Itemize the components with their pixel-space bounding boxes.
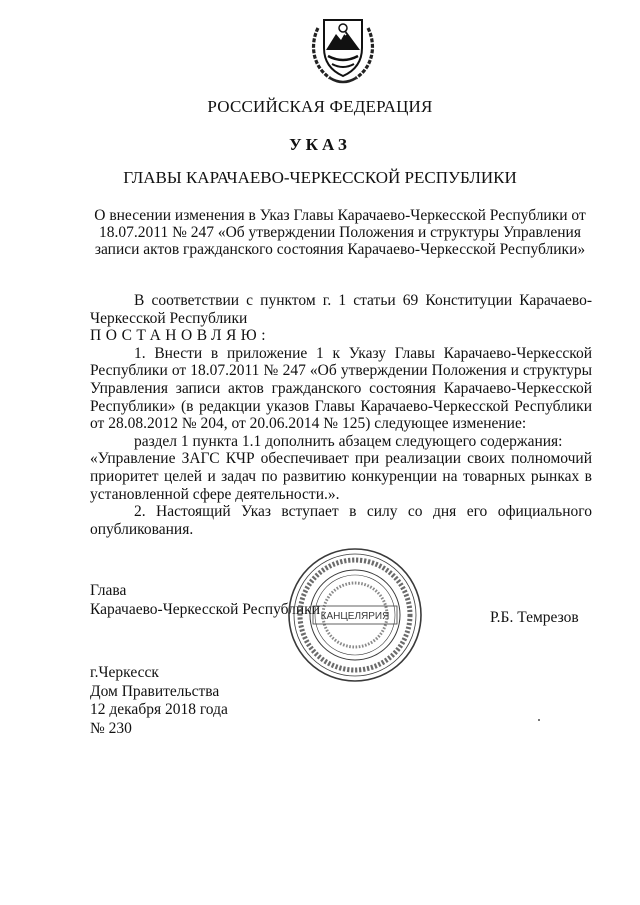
item-1-paragraph: 1. Внести в приложение 1 к Указу Главы Карачаево-Черкесской Республики от 18.07.2011 № 247 «Об утверждении Положения и структуры Управления записи актов гражданского состояния Карачаево-Черкесской Республики» (в редакции указов Главы Карачаево-Черкесской Республики от 28.08.2012 № 204, от 20.06.2014 № 125) следующее изменение:: [90, 344, 592, 433]
document-number: № 230: [90, 719, 132, 737]
item-1-subparagraph: раздел 1 пункта 1.1 дополнить абзацем следующего содержания:: [134, 432, 563, 450]
coat-of-arms-icon: [308, 14, 378, 86]
issue-date: 12 декабря 2018 года: [90, 701, 228, 718]
signatory-position-line-1: Глава: [90, 582, 127, 599]
document-type-heading: УКАЗ: [289, 135, 351, 154]
item-1-quote: «Управление ЗАГС КЧР обеспечивает при реализации своих полномочий приоритет целей и задач по развитию конкуренции на товарных рынках в установленной сфере деятельности.».: [90, 450, 592, 503]
country-heading: РОССИЙСКАЯ ФЕДЕРАЦИЯ: [207, 97, 433, 116]
official-seal-stamp: [285, 545, 425, 685]
document-body: [90, 292, 592, 538]
resolve-word: ПОСТАНОВЛЯЮ:: [90, 327, 271, 345]
item-2-paragraph: 2. Настоящий Указ вступает в силу со дня его официального опубликования.: [90, 503, 592, 538]
issuer-heading: ГЛАВЫ КАРАЧАЕВО-ЧЕРКЕССКОЙ РЕСПУБЛИКИ: [123, 168, 517, 187]
issue-details: [90, 664, 228, 738]
issue-city: г.Черкесск: [90, 664, 159, 681]
speck-mark: [538, 719, 540, 721]
signatory-name: Р.Б. Темрезов: [490, 609, 579, 626]
document-title: О внесении изменения в Указ Главы Карачаево-Черкесской Республики от 18.07.2011 № 247 «Об утверждении Положения и структуры Управления записи актов гражданского состояния Карачаево-Черкесской Республики»: [94, 207, 586, 258]
signatory-position-line-2: Карачаево-Черкесской Республики: [90, 601, 320, 618]
seal-center-text: КАНЦЕЛЯРИЯ: [320, 611, 390, 622]
issue-building: Дом Правительства: [90, 682, 220, 700]
preamble-paragraph: В соответствии с пунктом г. 1 статьи 69 Конституции Карачаево-Черкесской Республики: [90, 292, 592, 327]
